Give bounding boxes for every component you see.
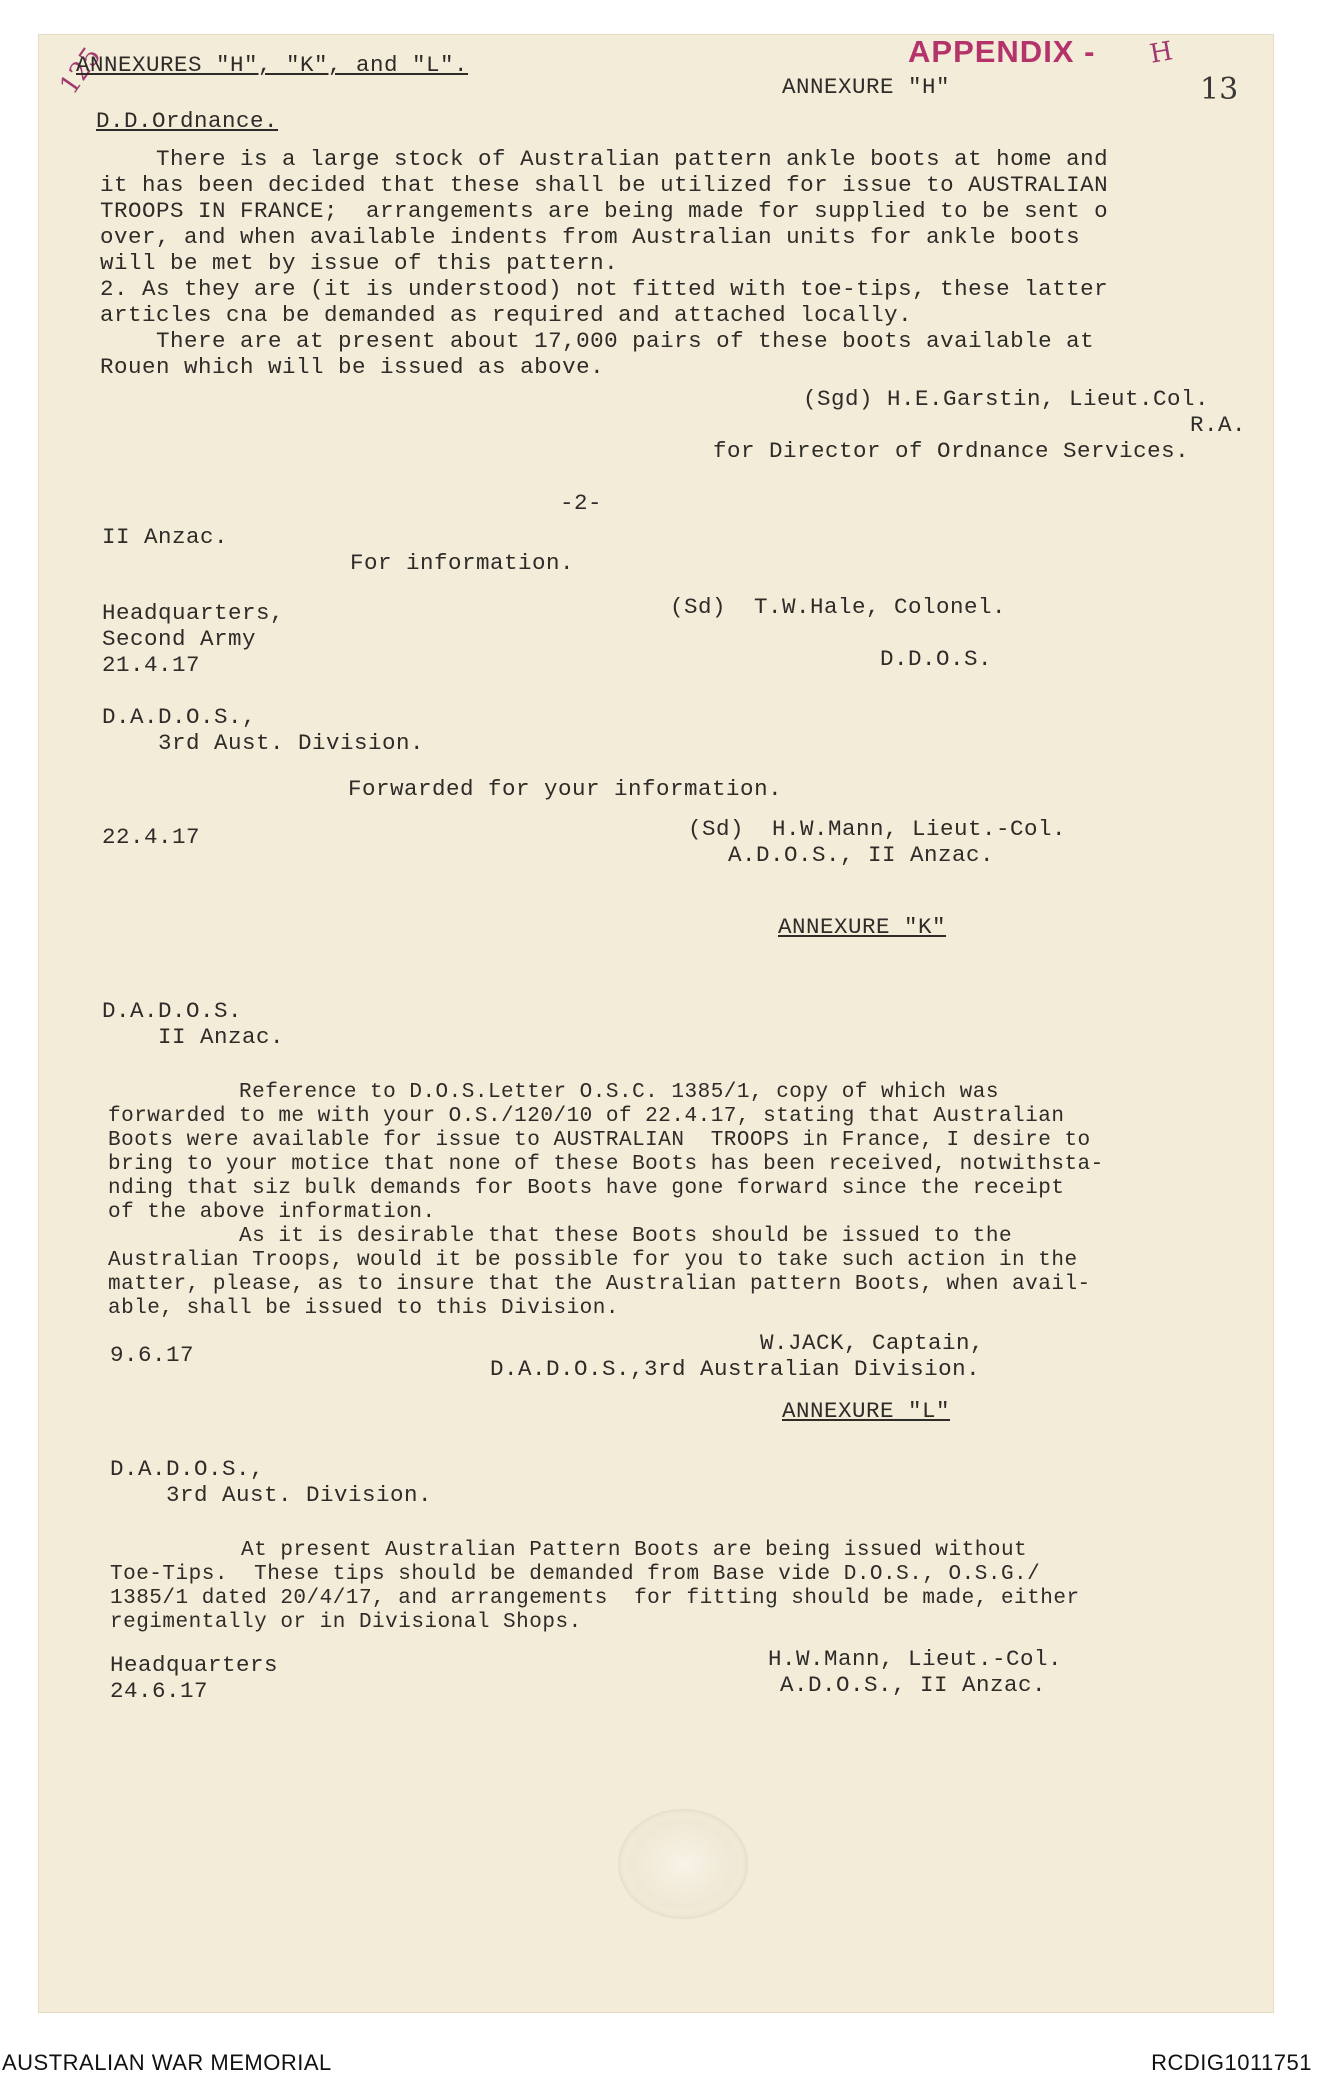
annexure-l-date: 24.6.17 [110, 1678, 209, 1704]
body-line: 2. As they are (it is understood) not fitted with toe-tips, these latter [100, 276, 1109, 302]
page-number: 13 [1200, 72, 1239, 107]
document-page [38, 34, 1274, 2013]
document-title: ANNEXURES "H", "K", and "L". [76, 52, 469, 78]
minute-2-date: 21.4.17 [102, 652, 201, 678]
hale-title: D.D.O.S. [880, 646, 993, 672]
annexure-k-addressee: II Anzac. [102, 1024, 285, 1050]
minute-2-from-line: Headquarters, [102, 600, 285, 626]
annexure-l-heading: ANNEXURE "L" [782, 1398, 951, 1424]
body-line: TROOPS IN FRANCE; arrangements are being made for supplied to be sent o [100, 198, 1109, 224]
body-line: over, and when available indents from Australian units for ankle boots [100, 224, 1081, 250]
body-line: articles cna be demanded as required and attached locally. [100, 302, 913, 328]
annexure-l-addressee: D.A.D.O.S., [110, 1456, 265, 1482]
annexure-h-addressee: D.D.Ordnance. [96, 108, 279, 134]
jack-signature: W.JACK, Captain, [760, 1330, 985, 1356]
garstin-signature: (Sgd) H.E.Garstin, Lieut.Col. [803, 386, 1210, 412]
appendix-mark: H [1147, 36, 1176, 70]
body-line: There is a large stock of Australian pattern ankle boots at home and [100, 146, 1109, 172]
annexure-k-heading: ANNEXURE "K" [778, 914, 947, 940]
body-line: of the above information. [108, 1201, 436, 1224]
body-line: forwarded to me with your O.S./120/10 of 22.4.17, stating that Australian [108, 1105, 1065, 1128]
body-line: it has been decided that these shall be utilized for issue to AUSTRALIAN [100, 172, 1109, 198]
mann-signature: (Sd) H.W.Mann, Lieut.-Col. [688, 816, 1067, 842]
body-line: will be met by issue of this pattern. [100, 250, 619, 276]
body-line: 1385/1 dated 20/4/17, and arrangements for fitting should be made, either [110, 1587, 1080, 1610]
mann-title: A.D.O.S., II Anzac. [728, 842, 995, 868]
minute-3-addressee: 3rd Aust. Division. [102, 730, 425, 756]
embossed-seal [618, 1809, 748, 1919]
body-line: matter, please, as to insure that the Australian pattern Boots, when avail- [108, 1273, 1091, 1296]
body-line: bring to your motice that none of these Boots has been received, notwithsta- [108, 1153, 1104, 1176]
garstin-for-line: for Director of Ordnance Services. [713, 438, 1190, 464]
minute-2-from-line: Second Army [102, 626, 257, 652]
body-line: able, shall be issued to this Division. [108, 1297, 619, 1320]
jack-title: D.A.D.O.S.,3rd Australian Division. [490, 1356, 981, 1382]
body-line: nding that siz bulk demands for Boots have gone forward since the receipt [108, 1177, 1065, 1200]
minute-3-date: 22.4.17 [102, 824, 201, 850]
annexure-l-addressee: 3rd Aust. Division. [110, 1482, 433, 1508]
body-line: Rouen which will be issued as above. [100, 354, 605, 380]
annexure-k-date: 9.6.17 [110, 1342, 195, 1368]
body-line: At present Australian Pattern Boots are being issued without [110, 1539, 1028, 1562]
minute-2-addressee: II Anzac. [102, 524, 229, 550]
body-line: As it is desirable that these Boots should be issued to the [108, 1225, 1013, 1248]
folio-number: 125 [54, 42, 108, 100]
footer-institution: AUSTRALIAN WAR MEMORIAL [2, 2050, 332, 2075]
garstin-rank: R.A. [1190, 412, 1247, 438]
body-line: Boots were available for issue to AUSTRALIAN TROOPS in France, I desire to [108, 1129, 1091, 1152]
footer-reference: RCDIG1011751 [1151, 2050, 1312, 2075]
body-line: Australian Troops, would it be possible for you to take such action in the [108, 1249, 1078, 1272]
mann-l-title: A.D.O.S., II Anzac. [780, 1672, 1047, 1698]
minute-3-text: Forwarded for your information. [348, 776, 783, 802]
body-line: regimentally or in Divisional Shops. [110, 1611, 582, 1634]
body-line: Toe-Tips. These tips should be demanded from Base vide D.O.S., O.S.G./ [110, 1563, 1041, 1586]
annexure-h-heading: ANNEXURE "H" [782, 74, 951, 100]
minute-2-number: -2- [560, 490, 603, 516]
body-line: There are at present about 17,000 pairs of these boots available at [100, 328, 1095, 354]
minute-3-addressee: D.A.D.O.S., [102, 704, 257, 730]
annexure-k-addressee: D.A.D.O.S. [102, 998, 243, 1024]
appendix-stamp: APPENDIX - [908, 34, 1096, 69]
annexure-l-from: Headquarters [110, 1652, 279, 1678]
minute-2-text: For information. [350, 550, 575, 576]
mann-l-signature: H.W.Mann, Lieut.-Col. [768, 1646, 1063, 1672]
hale-signature: (Sd) T.W.Hale, Colonel. [670, 594, 1007, 620]
body-line: Reference to D.O.S.Letter O.S.C. 1385/1, copy of which was [108, 1081, 999, 1104]
